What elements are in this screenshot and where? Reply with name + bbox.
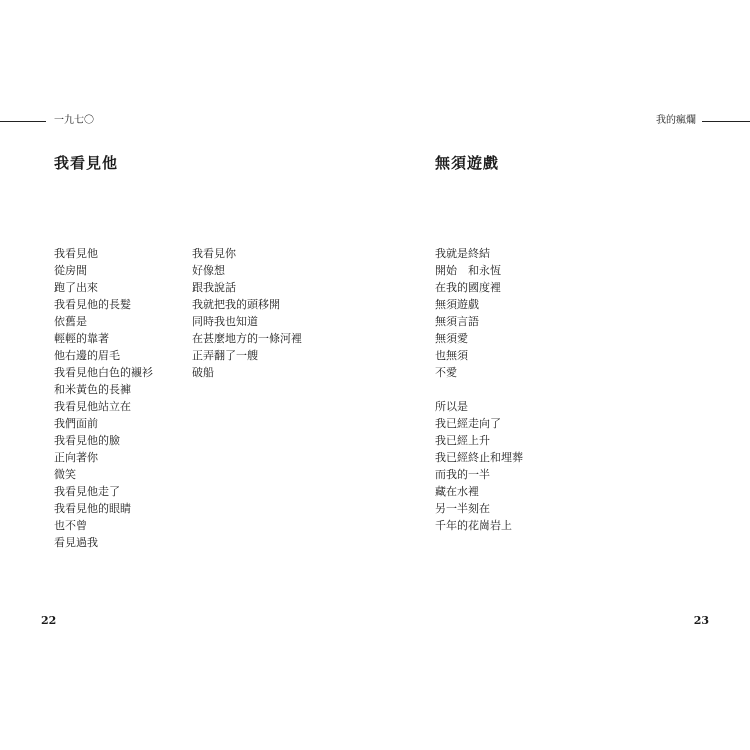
poem-line: 微笑 — [54, 468, 76, 481]
poem-line: 千年的花崗岩上 — [435, 519, 512, 532]
page-number-left: 22 — [41, 614, 57, 627]
poem-line: 不愛 — [435, 366, 457, 379]
poem-line: 跑了出來 — [54, 281, 98, 294]
poem-line: 正向著你 — [54, 451, 98, 464]
poem-title-right: 無須遊戲 — [435, 154, 500, 172]
poem-line: 跟我說話 — [192, 281, 236, 294]
poem-line: 我已經上升 — [435, 434, 490, 447]
poem-column-1 — [54, 245, 153, 551]
poem-line: 另一半刻在 — [435, 502, 490, 515]
poem-line: 我已經走向了 — [435, 417, 501, 430]
poem-line: 破船 — [192, 366, 214, 379]
poem-line: 我看見他站立在 — [54, 400, 131, 413]
poem-line: 我就是終結 — [435, 247, 490, 260]
poem-line: 我看見他的長髮 — [54, 298, 131, 311]
poem-line: 開始 和永恆 — [435, 264, 501, 277]
poem-line: 我就把我的頭移開 — [192, 298, 280, 311]
poem-line: 我看見他 — [54, 247, 98, 260]
poem-line: 看見過我 — [54, 536, 98, 549]
poem-line: 我看見他的臉 — [54, 434, 120, 447]
page-number-right: 23 — [693, 614, 709, 627]
poem-line: 依舊是 — [54, 315, 87, 328]
poem-line: 和米黃色的長褲 — [54, 383, 131, 396]
poem-stanza-1 — [435, 245, 501, 381]
poem-line: 也無須 — [435, 349, 468, 362]
running-head-left: 一九七〇 — [54, 115, 94, 126]
poem-line: 無須遊戲 — [435, 298, 479, 311]
header-rule-left — [0, 121, 46, 122]
poem-line: 藏在水裡 — [435, 485, 479, 498]
poem-line: 我看見你 — [192, 247, 236, 260]
poem-line: 在我的國度裡 — [435, 281, 501, 294]
poem-line: 在甚麼地方的一條河裡 — [192, 332, 302, 345]
poem-line: 也不曾 — [54, 519, 87, 532]
poem-line: 同時我也知道 — [192, 315, 258, 328]
poem-line: 而我的一半 — [435, 468, 490, 481]
header-rule-right — [702, 121, 750, 122]
poem-stanza-2 — [435, 398, 523, 534]
poem-line: 我們面前 — [54, 417, 98, 430]
poem-title-left: 我看見他 — [54, 154, 119, 172]
poem-line: 無須愛 — [435, 332, 468, 345]
poem-line: 好像想 — [192, 264, 225, 277]
poem-line: 輕輕的靠著 — [54, 332, 109, 345]
poem-line: 我看見他白色的襯衫 — [54, 366, 153, 379]
poem-line: 我已經終止和埋葬 — [435, 451, 523, 464]
running-head-right: 我的瘋爛 — [656, 115, 696, 126]
poem-line: 他右邊的眉毛 — [54, 349, 120, 362]
poem-line: 正弄翻了一艘 — [192, 349, 258, 362]
poem-line: 無須言語 — [435, 315, 479, 328]
poem-line: 所以是 — [435, 400, 468, 413]
poem-line: 我看見他走了 — [54, 485, 120, 498]
poem-line: 從房間 — [54, 264, 87, 277]
poem-column-2 — [192, 245, 302, 381]
poem-line: 我看見他的眼睛 — [54, 502, 131, 515]
